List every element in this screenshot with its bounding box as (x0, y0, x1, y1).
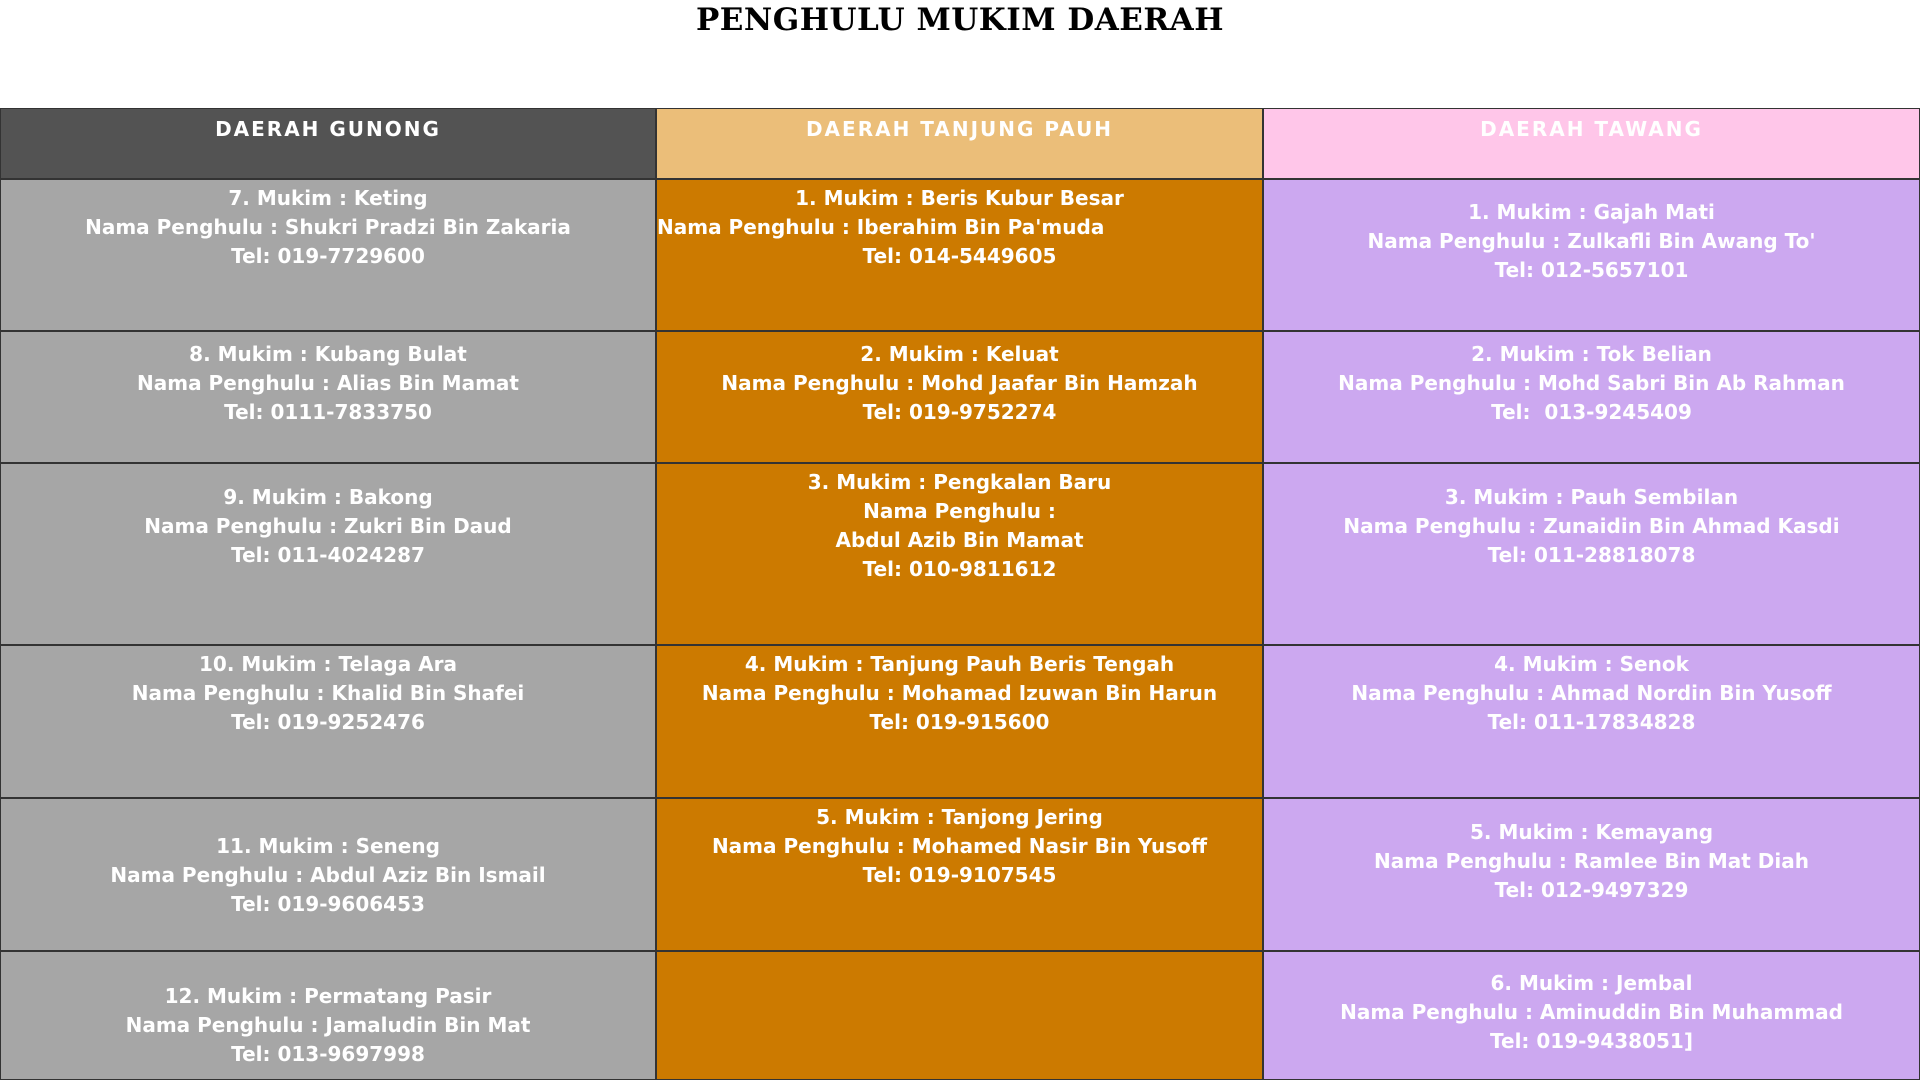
mukim-label: 4. Mukim : Tanjung Pauh Beris Tengah (744, 652, 1175, 676)
penghulu-table (0, 108, 1920, 1080)
penghulu-name: Nama Penghulu : Iberahim Bin Pa'muda (657, 215, 1105, 239)
penghulu-name: Nama Penghulu : Ahmad Nordin Bin Yusoff (1351, 681, 1832, 705)
table-cell-tanjung-pauh-2 (656, 331, 1263, 463)
penghulu-name: Nama Penghulu : Abdul Aziz Bin Ismail (110, 863, 546, 887)
mukim-label: 1. Mukim : Gajah Mati (1468, 200, 1715, 224)
mukim-label: 5. Mukim : Tanjong Jering (816, 805, 1103, 829)
phone-number: Tel: 0111-7833750 (224, 400, 432, 424)
penghulu-name: Abdul Azib Bin Mamat (835, 528, 1084, 552)
mukim-label: 8. Mukim : Kubang Bulat (189, 342, 467, 366)
mukim-label: 10. Mukim : Telaga Ara (199, 652, 457, 676)
table-cell-tanjung-pauh-1 (656, 179, 1263, 331)
table-cell-tawang-1 (1263, 179, 1920, 331)
phone-number: Tel: 019-9606453 (231, 892, 425, 916)
mukim-label: 9. Mukim : Bakong (223, 485, 433, 509)
penghulu-name: Nama Penghulu : Zukri Bin Daud (144, 514, 512, 538)
penghulu-name: Nama Penghulu : Aminuddin Bin Muhammad (1340, 1000, 1843, 1024)
table-cell-tanjung-pauh-6-empty (656, 951, 1263, 1080)
penghulu-label: Nama Penghulu : (863, 499, 1056, 523)
phone-number: Tel: 012-9497329 (1494, 878, 1689, 902)
penghulu-name: Nama Penghulu : Mohd Sabri Bin Ab Rahman (1338, 371, 1845, 395)
mukim-label: 5. Mukim : Kemayang (1469, 820, 1714, 844)
table-cell-tawang-6 (1263, 951, 1920, 1080)
table-cell-tanjung-pauh-5 (656, 798, 1263, 951)
penghulu-name: Nama Penghulu : Zunaidin Bin Ahmad Kasdi (1343, 514, 1840, 538)
mukim-label: 7. Mukim : Keting (228, 186, 428, 210)
mukim-label: 1. Mukim : Beris Kubur Besar (795, 186, 1124, 210)
penghulu-name: Nama Penghulu : Shukri Pradzi Bin Zakaria (85, 215, 571, 239)
penghulu-name: Nama Penghulu : Ramlee Bin Mat Diah (1374, 849, 1809, 873)
penghulu-name: Nama Penghulu : Mohamad Izuwan Bin Harun (701, 681, 1218, 705)
mukim-label: 12. Mukim : Permatang Pasir (164, 984, 492, 1008)
penghulu-name: Nama Penghulu : Khalid Bin Shafei (131, 681, 525, 705)
header-daerah-tawang: DAERAH TAWANG (1263, 108, 1920, 179)
phone-number: Tel: 019-9252476 (231, 710, 425, 734)
phone-number: Tel: 012-5657101 (1494, 258, 1689, 282)
table-cell-tanjung-pauh-3 (656, 463, 1263, 645)
table-cell-tawang-5 (1263, 798, 1920, 951)
phone-number: Tel: 011-4024287 (231, 543, 425, 567)
mukim-label: 4. Mukim : Senok (1494, 652, 1689, 676)
mukim-label: 11. Mukim : Seneng (216, 834, 440, 858)
page-title: PENGHULU MUKIM DAERAH (695, 2, 1225, 38)
phone-number: Tel: 011-17834828 (1487, 710, 1696, 734)
mukim-label: 3. Mukim : Pengkalan Baru (807, 470, 1112, 494)
table-cell-gunong-5 (0, 798, 656, 951)
phone-number: Tel: 019-9752274 (862, 400, 1057, 424)
mukim-label: 2. Mukim : Keluat (860, 342, 1059, 366)
phone-number: Tel: 010-9811612 (862, 557, 1057, 581)
table-cell-gunong-6 (0, 951, 656, 1080)
table-cell-gunong-2 (0, 331, 656, 463)
header-daerah-gunong: DAERAH GUNONG (0, 108, 656, 179)
table-cell-tawang-3 (1263, 463, 1920, 645)
penghulu-name: Nama Penghulu : Jamaludin Bin Mat (125, 1013, 531, 1037)
penghulu-name: Nama Penghulu : Mohd Jaafar Bin Hamzah (721, 371, 1198, 395)
table-cell-gunong-4 (0, 645, 656, 798)
table-cell-tawang-4 (1263, 645, 1920, 798)
penghulu-name: Nama Penghulu : Mohamed Nasir Bin Yusoff (711, 834, 1208, 858)
phone-number: Tel: 014-5449605 (862, 244, 1057, 268)
penghulu-name: Nama Penghulu : Alias Bin Mamat (137, 371, 519, 395)
penghulu-name: Nama Penghulu : Zulkafli Bin Awang To' (1367, 229, 1816, 253)
mukim-label: 2. Mukim : Tok Belian (1471, 342, 1712, 366)
phone-number: Tel: 019-9438051] (1490, 1029, 1693, 1053)
phone-number: Tel: 011-28818078 (1487, 543, 1696, 567)
table-cell-tawang-2 (1263, 331, 1920, 463)
mukim-label: 6. Mukim : Jembal (1490, 971, 1693, 995)
table-cell-tanjung-pauh-4 (656, 645, 1263, 798)
phone-number: Tel: 019-7729600 (231, 244, 425, 268)
phone-number: Tel: 019-9107545 (862, 863, 1057, 887)
phone-number: Tel: 019-915600 (869, 710, 1050, 734)
mukim-label: 3. Mukim : Pauh Sembilan (1444, 485, 1739, 509)
header-daerah-tanjung-pauh: DAERAH TANJUNG PAUH (656, 108, 1263, 179)
phone-number: Tel: 013-9697998 (231, 1042, 425, 1066)
phone-number: Tel: 013-9245409 (1491, 400, 1692, 424)
table-cell-gunong-3 (0, 463, 656, 645)
table-cell-gunong-1 (0, 179, 656, 331)
